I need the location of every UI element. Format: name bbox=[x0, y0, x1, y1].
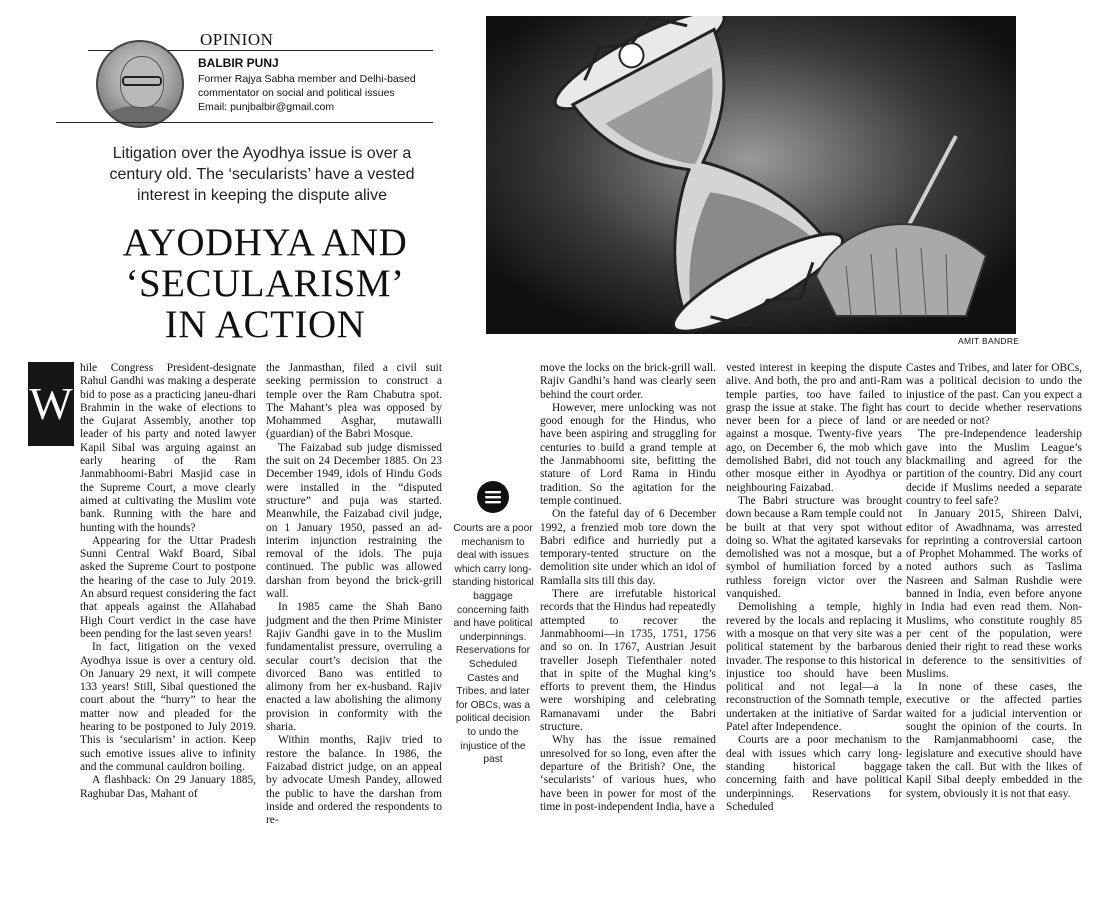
paragraph: move the locks on the brick-grill wall. Rajiv Gandhi’s hand was clearly seen behind the court order. bbox=[540, 362, 716, 401]
paragraph: In none of these cases, the executive or the affected parties waited for a judicial intervention or sought the opinion of the courts. In the Ramjanmabhoomi case, the legislature and executive should have taken the call. But with the likes of Kapil Sibal deeply embedded in the system, obviously it is not that easy. bbox=[906, 681, 1082, 800]
paragraph: hile Congress President-designate Rahul Gandhi was making a desperate bid to pose as a practicing janeu-dhari Brahmin in the wake of elections to the Gujarat Assembly, another top leader of his party and noted lawyer Kapil Sibal was arguing against an early hearing of the Ram Janmabhoomi-Babri Masjid case in the Supreme Court, a move clearly aimed at cultivating the Muslim vote bank. Running with the hare and hunting with the hounds? bbox=[80, 362, 256, 534]
drop-cap: W bbox=[28, 362, 74, 446]
author-desc-line-1: Former Rajya Sabha member and Delhi-based bbox=[198, 73, 416, 85]
byline-block bbox=[88, 30, 433, 122]
author-email: Email: punjbalbir@gmail.com bbox=[198, 101, 335, 113]
body-column-1 bbox=[80, 362, 256, 801]
headline-line-3: IN ACTION bbox=[164, 303, 366, 346]
paragraph: vested interest in keeping the dispute alive. And both, the pro and anti-Ram temple parties, too have failed to grasp the issue at stake. The fight has never been for a piece of land or against a mosque. Twenty-five years ago, on December 6, the mob which demolished Babri, did not touch any other mosque either in Ayodhya or neighbouring Faizabad. bbox=[726, 362, 902, 494]
body-column-3 bbox=[540, 362, 716, 814]
paragraph: Demolishing a temple, highly revered by the locals and replacing it with a mosque on that very site was a political statement by the barbarous invader. The response to this historical injustice too should have been political and not legal—a la reconstruction of the Somnath temple, undertaken at the initiative of Sardar Patel after Independence. bbox=[726, 601, 902, 734]
author-desc-line-2: commentator on social and political issues bbox=[198, 87, 395, 99]
cartoon-illustration bbox=[486, 16, 1016, 334]
pull-quote-text: Courts are a poor mechanism to deal with issues which carry long-standing historical baggage concerning faith and have political underpinnings. Reservations for Scheduled Castes and Tribes, and later for OBCs, was a political decision to undo the injustice of the past bbox=[452, 523, 534, 766]
body-column-4 bbox=[726, 362, 902, 814]
header-rule-bottom bbox=[56, 122, 433, 123]
headline-line-2: ‘SECULARISM’ bbox=[125, 262, 405, 305]
paragraph: Why has the issue remained unresolved for so long, even after the departure of the British? One, the ‘secularists’ of various hues, who have been in power for most of the time in post-independent India, have a bbox=[540, 734, 716, 813]
deck-line-3: interest in keeping the dispute alive bbox=[137, 187, 387, 204]
deck-line-2: century old. The ‘secularists’ have a vested bbox=[109, 166, 415, 183]
body-column-2 bbox=[266, 362, 442, 827]
author-description bbox=[198, 72, 433, 114]
paragraph: Castes and Tribes, and later for OBCs, was a political decision to undo the injustice of the past. Can you expect a court to decide whether reservations are needed or not? bbox=[906, 362, 1082, 428]
author-photo bbox=[96, 40, 184, 128]
deck-line-1: Litigation over the Ayodhya issue is over a bbox=[112, 145, 412, 162]
deck bbox=[72, 143, 452, 206]
body-column-5 bbox=[906, 362, 1082, 801]
section-label: OPINION bbox=[200, 30, 274, 49]
paragraph: The Faizabad sub judge dismissed the suit on 24 December 1885. On 23 December 1949, idols of Hindu Gods were installed in the “disputed structure” and puja was started. Meanwhile, the Faizabad civil judge, on 1 January 1950, passed an ad-interim injunction restraining the removal of the idols. The puja continued. The public was allowed darshan from beyond the brick-grill wall. bbox=[266, 441, 442, 601]
quote-bubble-icon bbox=[476, 480, 510, 514]
paragraph: In January 2015, Shireen Dalvi, editor of Awadhnama, was arrested for reprinting a controversial cartoon of Prophet Mohammed. The works of noted authors such as Taslima Nasreen and Salman Rushdie were banned in India, even before anyone in India had even read them. Non-Muslims, who constitute roughly 85 per cent of the population, were denied their right to read these works in deference to the sensitivities of Muslims. bbox=[906, 508, 1082, 680]
paragraph: Appearing for the Uttar Pradesh Sunni Central Wakf Board, Sibal asked the Supreme Court to postpone the hearing of the case to July 2019. An absurd request considering the fact that appeals against the Allahabad High Court verdict in the case have been pending for the last seven years! bbox=[80, 534, 256, 640]
author-photo-shoulders bbox=[104, 106, 180, 128]
paragraph: There are irrefutable historical records that the Hindus had repeatedly attempted to recover the Janmabhoomi—in 1735, 1751, 1756 and so on. In 1767, Austrian Jesuit traveller Joseph Tiefenthaler noted that in spite of the Mughal king’s efforts to prevent them, the Hindus were worshiping and celebrating Ramanavami under the Babri structure. bbox=[540, 588, 716, 734]
paragraph: Courts are a poor mechanism to deal with issues which carry long-standing historical baggage concerning faith and have political underpinnings. Reservations for Scheduled bbox=[726, 734, 902, 813]
author-name: BALBIR PUNJ bbox=[198, 56, 279, 70]
paragraph: The pre-Independence leadership gave into the Muslim League’s blackmailing and agreed for the partition of the country. Did any court decide if Muslims needed a separate country to feel safe? bbox=[906, 428, 1082, 507]
hourglass-cartoon-icon bbox=[486, 16, 1016, 334]
author-photo-glasses bbox=[122, 76, 162, 86]
headline bbox=[70, 222, 460, 345]
paragraph: the Janmasthan, filed a civil suit seeking permission to construct a temple over the Ram Chabutra spot. The Mahant’s plea was opposed by Mohammed Asghar, mutawalli (guardian) of the Babri Mosque. bbox=[266, 362, 442, 441]
pull-quote bbox=[452, 480, 534, 767]
paragraph: A flashback: On 29 January 1885, Raghubar Das, Mahant of bbox=[80, 774, 256, 800]
paragraph: Within months, Rajiv tried to restore the balance. In 1986, the Faizabad district judge, on an appeal by advocate Umesh Pandey, allowed the public to have the darshan from inside and ordered the respondents to re- bbox=[266, 734, 442, 827]
paragraph: However, mere unlocking was not good enough for the Hindus, who have been aspiring and struggling for centuries to build a grand temple at the Janmabhoomi site, befitting the stature of Lord Rama in Hindu tradition. So the agitation for the temple continued. bbox=[540, 401, 716, 507]
paragraph: The Babri structure was brought down because a Ram temple could not be built at that very spot without doing so. What the agitated karsevaks demolished was not a mosque, but a symbol of humiliation forced by a ruthless foreign victor over the vanquished. bbox=[726, 494, 902, 601]
illustration-credit: AMIT BANDRE bbox=[958, 336, 1020, 346]
paragraph: On the fateful day of 6 December 1992, a frenzied mob tore down the Babri edifice and hurriedly put a temporary-tented structure on the demolition site under which an idol of Ramlalla sits till this day. bbox=[540, 508, 716, 587]
paragraph: In 1985 came the Shah Bano judgment and the then Prime Minister Rajiv Gandhi gave in to the Muslim fundamentalist pressure, overruling a secular court’s decision that the divorced Bano was entitled to alimony from her ex-husband. Rajiv enacted a law abolishing the alimony provision in conformity with the sharia. bbox=[266, 601, 442, 734]
paragraph: In fact, litigation on the vexed Ayodhya issue is over a century old. On January 29 next, it will compete 133 years! Still, Sibal questioned the court about the “hurry” to hear the matter now and pleaded for the hearing to be postponed to July 2019. This is ‘secularism’ in action. Keep such emotive issues alive to infinity and the communal cauldron boiling. bbox=[80, 641, 256, 773]
headline-line-1: AYODHYA AND bbox=[122, 221, 408, 264]
